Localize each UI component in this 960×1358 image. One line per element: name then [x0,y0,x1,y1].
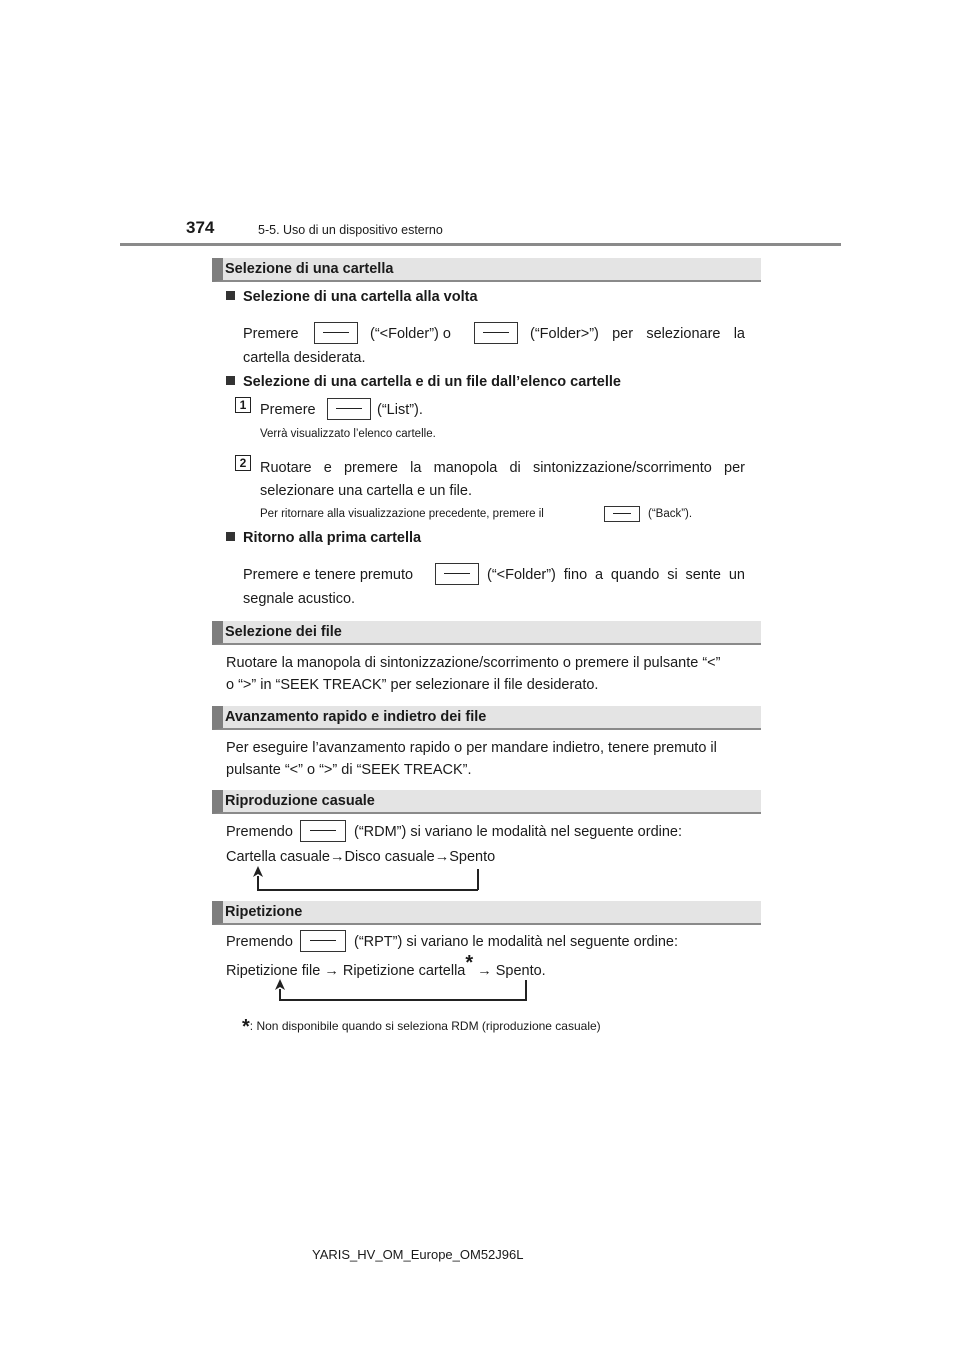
text-cartella-desiderata: cartella desiderata. [243,350,366,366]
list-button-icon [327,398,371,420]
section-bar-label: Avanzamento rapido e indietro dei file [225,709,487,725]
file-text-1: Ruotare la manopola di sintonizzazione/scorrimento o premere il pulsante “<” [226,655,721,671]
step-1-badge: 1 [235,397,251,413]
text-until-beep: (“<Folder”) fino a quando si sente un [487,567,745,583]
random-text-1b: (“RDM”) si variano le modalità nel seguente ordine: [354,824,683,840]
square-bullet-icon [226,532,235,541]
text-folder-prev: (“<Folder”) o [370,326,451,342]
arrow-up-icon [252,866,264,878]
repeat-cycle: Ripetizione file → Ripetizione cartella* → Spento. [226,952,546,979]
arrow-up-icon [274,979,286,991]
repeat-text-1a: Premendo [226,934,293,950]
step-1-list: (“List”). [377,402,423,418]
section-bar-label: Ripetizione [225,904,303,920]
step-2-note: Per ritornare alla visualizzazione precedente, premere il [260,508,544,520]
step-2-text-cont: selezionare una cartella e un file. [260,483,472,499]
subheading-folder-list: Selezione di una cartella e di un file dall’elenco cartelle [226,374,621,390]
text-folder-next: (“Folder>”) per selezionare la [530,326,745,342]
section-bar-folder [212,258,761,282]
step-2-badge: 2 [235,455,251,471]
asterisk: * [242,1016,250,1038]
doc-id: YARIS_HV_OM_Europe_OM52J96L [312,1247,524,1262]
back-button-icon [604,506,640,522]
text-premere: Premere [243,326,299,342]
footnote: *: Non disponibile quando si seleziona RDM (riproduzione casuale) [242,1016,601,1038]
ff-text-1: Per eseguire l’avanzamento rapido o per mandare indietro, tenere premuto il [226,740,717,756]
section-bar-label: Riproduzione casuale [225,793,375,809]
step-2-note-back: (“Back”). [648,508,693,520]
step-2-text: Ruotare e premere la manopola di sintonizzazione/scorrimento per [260,460,745,476]
section-bar-files [212,621,761,645]
folder-prev-button-icon [435,563,479,585]
subheading-first-folder: Ritorno alla prima cartella [226,530,421,546]
loop-line [279,999,526,1001]
section-bar-label: Selezione di una cartella [225,261,394,277]
random-text-1a: Premendo [226,824,293,840]
page-number: 374 [186,218,215,237]
header-rule [120,243,841,246]
random-cycle: Cartella casuale→Disco casuale→Spento [226,849,496,865]
square-bullet-icon [226,376,235,385]
step-1-note: Verrà visualizzato l’elenco cartelle. [260,428,436,440]
section-bar-fast-forward [212,706,761,730]
section-title: 5-5. Uso di un dispositivo esterno [258,223,443,237]
file-text-2: o “>” in “SEEK TREACK” per selezionare il file desiderato. [226,677,599,693]
subheading-folder-one: Selezione di una cartella alla volta [226,289,478,305]
section-bar-random [212,790,761,814]
folder-next-button-icon [474,322,518,344]
rdm-button-icon [300,820,346,842]
section-bar-repeat [212,901,761,925]
repeat-text-1b: (“RPT”) si variano le modalità nel seguente ordine: [354,934,678,950]
loop-line [477,869,479,890]
loop-line [257,876,259,890]
text-press-hold: Premere e tenere premuto [243,567,414,583]
text-signal: segnale acustico. [243,591,356,607]
rpt-button-icon [300,930,346,952]
loop-line [257,889,478,891]
section-bar-label: Selezione dei file [225,624,342,640]
square-bullet-icon [226,291,235,300]
folder-prev-button-icon [314,322,358,344]
loop-line [525,980,527,1001]
ff-text-2: pulsante “<” o “>” di “SEEK TREACK”. [226,762,472,778]
step-1-text: Premere [260,402,316,418]
asterisk: * [465,952,474,974]
